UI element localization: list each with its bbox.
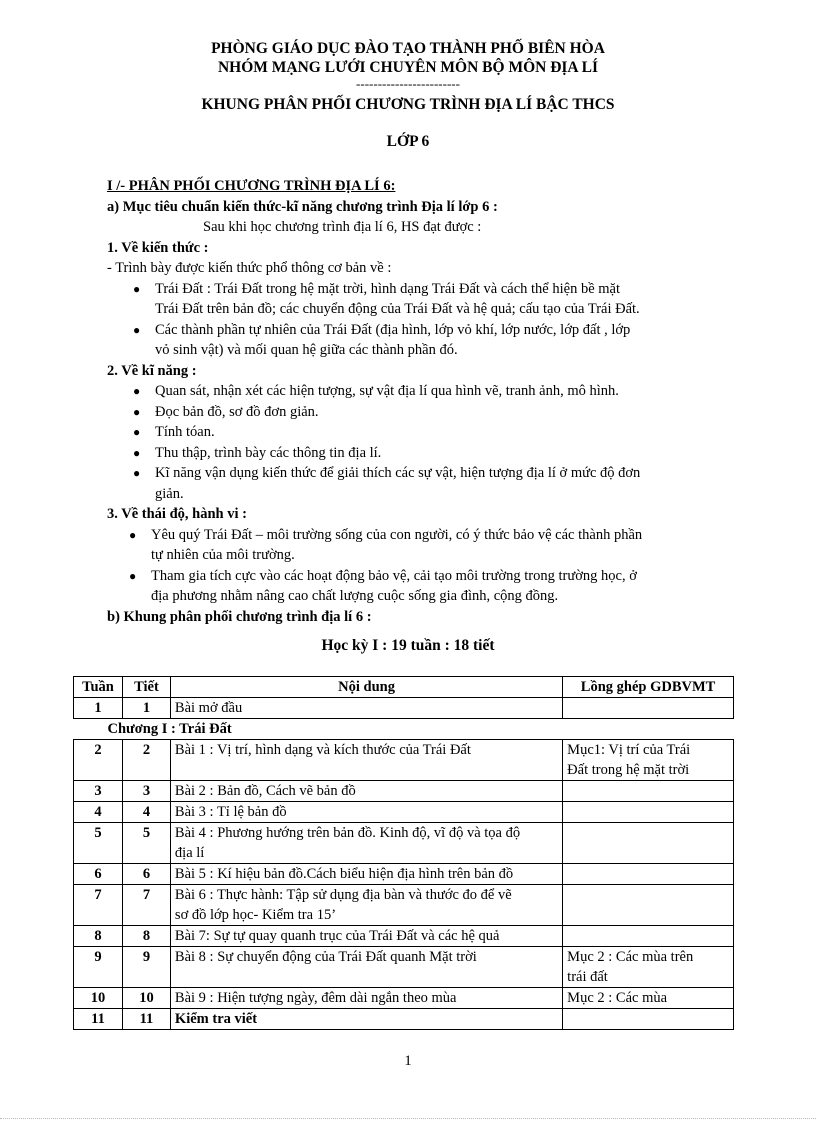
bullet-icon: ● (129, 527, 137, 542)
cell-period-line: 5 (142, 825, 151, 841)
cell-period-line: 4 (142, 804, 151, 820)
cell-content-line: sơ đồ lớp học- Kiểm tra 15’ (174, 907, 337, 923)
list-item-text: giản. (155, 485, 184, 502)
cell-period: 1 (122, 698, 170, 719)
bullet-icon: ● (133, 445, 141, 460)
cell-content (170, 740, 562, 781)
cell-env (563, 823, 734, 864)
framework-heading: b) Khung phân phối chương trình địa lí 6 : (107, 608, 372, 625)
cell-content (170, 926, 562, 947)
objectives-section (107, 176, 707, 627)
list-item-text: vỏ sinh vật) và mối quan hệ giữa các thành phần đó. (155, 342, 458, 358)
skills-list (107, 381, 707, 504)
cell-period-line: 2 (142, 742, 151, 758)
cell-content-line: Bài 2 : Bản đồ, Cách vẽ bản đồ (174, 783, 356, 799)
list-item (133, 402, 707, 423)
table-header-row (74, 677, 734, 698)
table-row (74, 823, 734, 864)
list-item-text: Trái Đất : Trái Đất trong hệ mặt trời, hình dạng Trái Đất và cách thể hiện bề mặt (155, 280, 621, 297)
cell-week (74, 926, 123, 947)
bullet-icon: ● (133, 281, 141, 296)
cell-content-line: Bài 3 : Tỉ lệ bản đồ (174, 804, 287, 820)
cell-week-line: 4 (94, 804, 102, 820)
cell-env (563, 698, 734, 719)
section-heading: I /- PHÂN PHỐI CHƯƠNG TRÌNH ĐỊA LÍ 6: (107, 178, 396, 194)
cell-content (170, 823, 562, 864)
list-item-text: địa phương nhằm nâng cao chất lượng cuộc sống gia đình, cộng đồng. (151, 588, 559, 604)
attitude-heading: 3. Về thái độ, hành vi : (107, 506, 247, 522)
chapter-row (74, 719, 734, 740)
table-row (74, 1009, 734, 1030)
cell-period (122, 885, 170, 926)
table-row (74, 988, 734, 1009)
column-header-period: Tiết (122, 677, 170, 698)
cell-period (122, 823, 170, 864)
cell-period-line: 10 (139, 990, 154, 1006)
cell-env (563, 988, 734, 1009)
cell-env-line: Mục1: Vị trí của Trái (567, 742, 691, 758)
cell-env-line: Mục 2 : Các mùa trên (567, 949, 694, 965)
cell-env (563, 740, 734, 781)
knowledge-list (107, 279, 707, 361)
cell-content: Bài mở đầu (170, 698, 562, 719)
cell-env-line: Mục 2 : Các mùa (567, 990, 668, 1006)
column-header-env: Lồng ghép GDBVMT (563, 677, 734, 698)
list-item-text: Yêu quý Trái Đất – môi trường sống của con người, có ý thức bảo vệ các thành phần (151, 526, 643, 543)
cell-content (170, 1009, 562, 1030)
document-title: KHUNG PHÂN PHỐI CHƯƠNG TRÌNH ĐỊA LÍ BẬC THCS (201, 96, 615, 113)
list-item-text: Đọc bản đồ, sơ đồ đơn giản. (155, 403, 319, 420)
list-item (133, 422, 707, 443)
knowledge-lead: - Trình bày được kiến thức phổ thông cơ bản về : (107, 260, 392, 276)
list-item (133, 279, 707, 320)
list-item-text: Quan sát, nhận xét các hiện tượng, sự vật địa lí qua hình vẽ, tranh ảnh, mô hình. (155, 383, 619, 399)
cell-content-line: Bài 6 : Thực hành: Tập sử dụng địa bàn và thước đo để vẽ (174, 887, 512, 903)
column-header-content: Nội dung (170, 677, 562, 698)
cell-period (122, 947, 170, 988)
list-item-text: Tính tóan. (155, 424, 215, 440)
cell-period-line: 11 (139, 1011, 154, 1027)
cell-period-line: 6 (142, 866, 151, 882)
cell-period (122, 988, 170, 1009)
cell-content (170, 988, 562, 1009)
cell-content-line: Bài 8 : Sự chuyển động của Trái Đất quanh Mặt trời (174, 949, 477, 965)
bullet-icon: ● (133, 404, 141, 419)
table-row (74, 926, 734, 947)
bullet-icon: ● (133, 322, 141, 337)
cell-week-line: 7 (94, 887, 102, 903)
list-item-text: Trái Đất trên bản đồ; các chuyển động của Trái Đất và hệ quả; cấu tạo của Trái Đất. (155, 301, 640, 317)
cell-week (74, 1009, 123, 1030)
table-row (74, 864, 734, 885)
list-item (133, 381, 707, 402)
page-number: 1 (404, 1053, 412, 1069)
cell-period-line: 3 (142, 783, 151, 799)
list-item (129, 525, 707, 566)
cell-content-line: Kiểm tra viết (174, 1011, 258, 1027)
cell-env (563, 926, 734, 947)
cell-content-line: Bài 9 : Hiện tượng ngày, đêm dài ngắn theo mùa (174, 990, 457, 1006)
list-item-text: tự nhiên của môi trường. (151, 547, 295, 563)
bullet-icon: ● (133, 466, 141, 480)
cell-week-line: 5 (94, 825, 102, 841)
table-row (74, 947, 734, 988)
cell-env (563, 781, 734, 802)
list-item (133, 463, 707, 504)
cell-week (74, 740, 123, 781)
document-header (0, 39, 816, 151)
cell-week-line: 11 (91, 1011, 105, 1027)
cell-period (122, 802, 170, 823)
table-row (74, 802, 734, 823)
table-row (74, 885, 734, 926)
cell-env (563, 947, 734, 988)
semester-title: Học kỳ I : 19 tuần : 18 tiết (321, 637, 495, 654)
cell-env (563, 864, 734, 885)
cell-period (122, 740, 170, 781)
table-row (74, 740, 734, 781)
cell-week (74, 802, 123, 823)
cell-week-line: 6 (94, 866, 102, 882)
cell-content-line: Bài 1 : Vị trí, hình dạng và kích thước của Trái Đất (174, 742, 471, 758)
cell-week (74, 781, 123, 802)
cell-week: 1 (74, 698, 123, 719)
office-name: PHÒNG GIÁO DỤC ĐÀO TẠO THÀNH PHỐ BIÊN HÒA (211, 40, 605, 57)
list-item-text: Các thành phần tự nhiên của Trái Đất (địa hình, lớp vỏ khí, lớp nước, lớp đất , lớp (155, 321, 631, 338)
list-item-text: Kĩ năng vận dụng kiến thức để giải thích các sự vật, hiện tượng địa lí ở mức độ đơn (155, 465, 641, 481)
page-divider (0, 1118, 816, 1119)
cell-week-line: 8 (94, 928, 102, 944)
header-separator: ------------------------ (356, 76, 460, 91)
cell-content (170, 864, 562, 885)
cell-period-line: 7 (142, 887, 151, 903)
cell-period-line: 9 (142, 949, 151, 965)
cell-env-line: trái đất (567, 969, 608, 985)
bullet-icon: ● (133, 384, 141, 398)
group-name: NHÓM MẠNG LƯỚI CHUYÊN MÔN BỘ MÔN ĐỊA LÍ (217, 59, 599, 76)
cell-week (74, 885, 123, 926)
cell-week (74, 947, 123, 988)
cell-content-line: Bài 7: Sự tự quay quanh trục của Trái Đất và các hệ quả (174, 928, 500, 944)
cell-period (122, 1009, 170, 1030)
list-item (133, 320, 707, 361)
cell-content (170, 781, 562, 802)
list-item-text: Tham gia tích cực vào các hoạt động bảo vệ, cải tạo môi trường trong trường học, ở (151, 567, 637, 584)
attitude-list (107, 525, 707, 607)
table-row (74, 781, 734, 802)
cell-period (122, 864, 170, 885)
objectives-intro: Sau khi học chương trình địa lí 6, HS đạt được : (203, 219, 482, 235)
grade-title: LỚP 6 (386, 133, 430, 150)
cell-period (122, 781, 170, 802)
cell-week-line: 9 (94, 949, 102, 965)
cell-week (74, 988, 123, 1009)
list-item (129, 566, 707, 607)
bullet-icon: ● (133, 425, 141, 439)
cell-env (563, 885, 734, 926)
table-row (74, 698, 734, 719)
cell-content (170, 802, 562, 823)
cell-content (170, 885, 562, 926)
list-item-text: Thu thập, trình bày các thông tin địa lí. (155, 444, 382, 461)
cell-env (563, 802, 734, 823)
curriculum-table (73, 676, 734, 1030)
cell-period-line: 8 (142, 928, 151, 944)
cell-period (122, 926, 170, 947)
cell-content-line: Bài 4 : Phương hướng trên bản đồ. Kinh độ, vĩ độ và tọa độ (174, 825, 521, 841)
bullet-icon: ● (129, 568, 137, 583)
cell-env-line: Đất trong hệ mặt trời (567, 762, 690, 778)
column-header-week: Tuần (74, 677, 123, 698)
cell-week-line: 3 (94, 783, 102, 799)
cell-week (74, 823, 123, 864)
cell-content (170, 947, 562, 988)
knowledge-heading: 1. Về kiến thức : (107, 239, 209, 256)
cell-week-line: 10 (90, 990, 106, 1006)
list-item (133, 443, 707, 464)
chapter-title: Chương I : Trái Đất (74, 719, 734, 740)
cell-week-line: 2 (94, 742, 102, 758)
skills-heading: 2. Về kĩ năng : (107, 362, 197, 379)
cell-content-line: Bài 5 : Kí hiệu bản đồ.Cách biểu hiện địa hình trên bản đồ (174, 866, 514, 882)
cell-week (74, 864, 123, 885)
objectives-heading: a) Mục tiêu chuẩn kiến thức-kĩ năng chương trình Địa lí lớp 6 : (107, 198, 498, 215)
cell-content-line: địa lí (174, 845, 205, 861)
cell-env (563, 1009, 734, 1030)
